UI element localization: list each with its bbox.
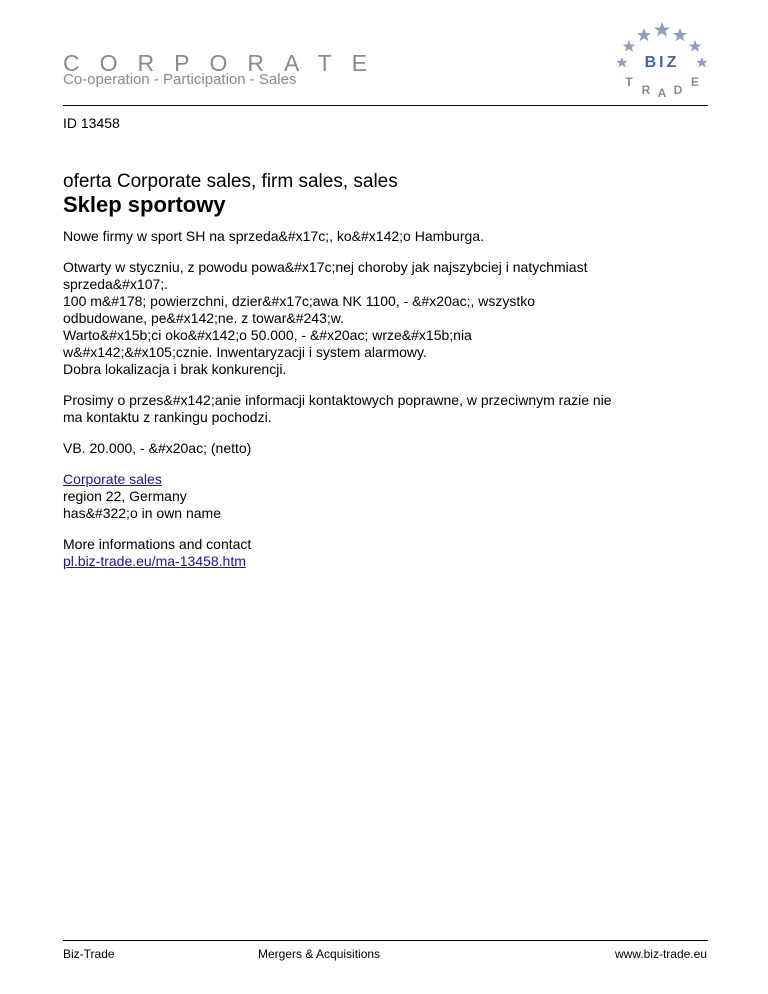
logo-star <box>696 57 708 68</box>
description-paragraph <box>63 392 713 426</box>
logo-center-text: BIZ <box>644 54 680 71</box>
logo-star <box>637 28 651 41</box>
description-line: Nowe firmy w sport SH na sprzeda&#x17c;, ko&#x142;o Hamburga. <box>63 228 484 244</box>
description-line: odbudowane, pe&#x142;ne. z towar&#243;w. <box>63 310 344 326</box>
offer-categories: oferta Corporate sales, firm sales, sales <box>63 171 398 192</box>
description-paragraph <box>63 228 713 245</box>
logo-letter: A <box>657 86 667 100</box>
description-line: sprzeda&#x107;. <box>63 276 169 292</box>
description-line: w&#x142;&#x105;cznie. Inwentaryzacji i system alarmowy. <box>63 344 427 360</box>
description-line: Warto&#x15b;ci oko&#x142;o 50.000, - &#x20ac; wrze&#x15b;nia <box>63 327 472 343</box>
brand-name: CORPORATE <box>63 50 387 76</box>
contact-link[interactable]: pl.biz-trade.eu/ma-13458.htm <box>63 553 246 569</box>
more-info-label: More informations and contact <box>63 536 252 552</box>
listing-id: ID 13458 <box>63 115 120 131</box>
description-paragraph <box>63 440 713 457</box>
logo-star <box>689 40 702 52</box>
logo-letter: D <box>673 83 683 97</box>
logo-star <box>673 28 687 41</box>
description-line: ma kontaktu z rankingu pochodzi. <box>63 409 272 425</box>
description-line: 100 m&#178; powierzchni, dzier&#x17c;awa NK 1100, - &#x20ac;, wszystko <box>63 293 536 309</box>
category-link[interactable]: Corporate sales <box>63 471 162 487</box>
logo-star <box>623 40 636 52</box>
logo-letter: E <box>690 75 700 89</box>
listing-meta <box>63 471 713 522</box>
footer-website: www.biz-trade.eu <box>614 947 707 961</box>
description-paragraph <box>63 259 713 378</box>
logo-letter: R <box>641 83 651 97</box>
footer-divider <box>63 940 708 941</box>
page-header <box>0 0 768 110</box>
logo-star <box>654 22 670 37</box>
description-line: Otwarty w styczniu, z powodu powa&#x17c;nej choroby jak najszybciej i natychmiast <box>63 259 588 275</box>
region-line: region 22, Germany <box>63 488 187 504</box>
description-line: Prosimy o przes&#x142;anie informacji kontaktowych poprawne, w przeciwnym razie nie <box>63 392 612 408</box>
logo-letter: T <box>625 75 633 89</box>
password-note: has&#322;o in own name <box>63 505 221 521</box>
description-line: Dobra lokalizacja i brak konkurencji. <box>63 361 287 377</box>
logo-star <box>616 57 628 68</box>
footer-service: Mergers & Acquisitions <box>258 947 381 961</box>
footer-company: Biz-Trade <box>63 947 115 961</box>
listing-body <box>63 228 713 584</box>
header-divider <box>63 105 708 106</box>
biz-trade-logo-icon <box>612 18 712 100</box>
brand-tagline: Co-operation - Participation - Sales <box>63 71 297 88</box>
contact-section <box>63 536 713 570</box>
price-line: VB. 20.000, - &#x20ac; (netto) <box>63 440 252 456</box>
page-title: Sklep sportowy <box>63 192 226 217</box>
